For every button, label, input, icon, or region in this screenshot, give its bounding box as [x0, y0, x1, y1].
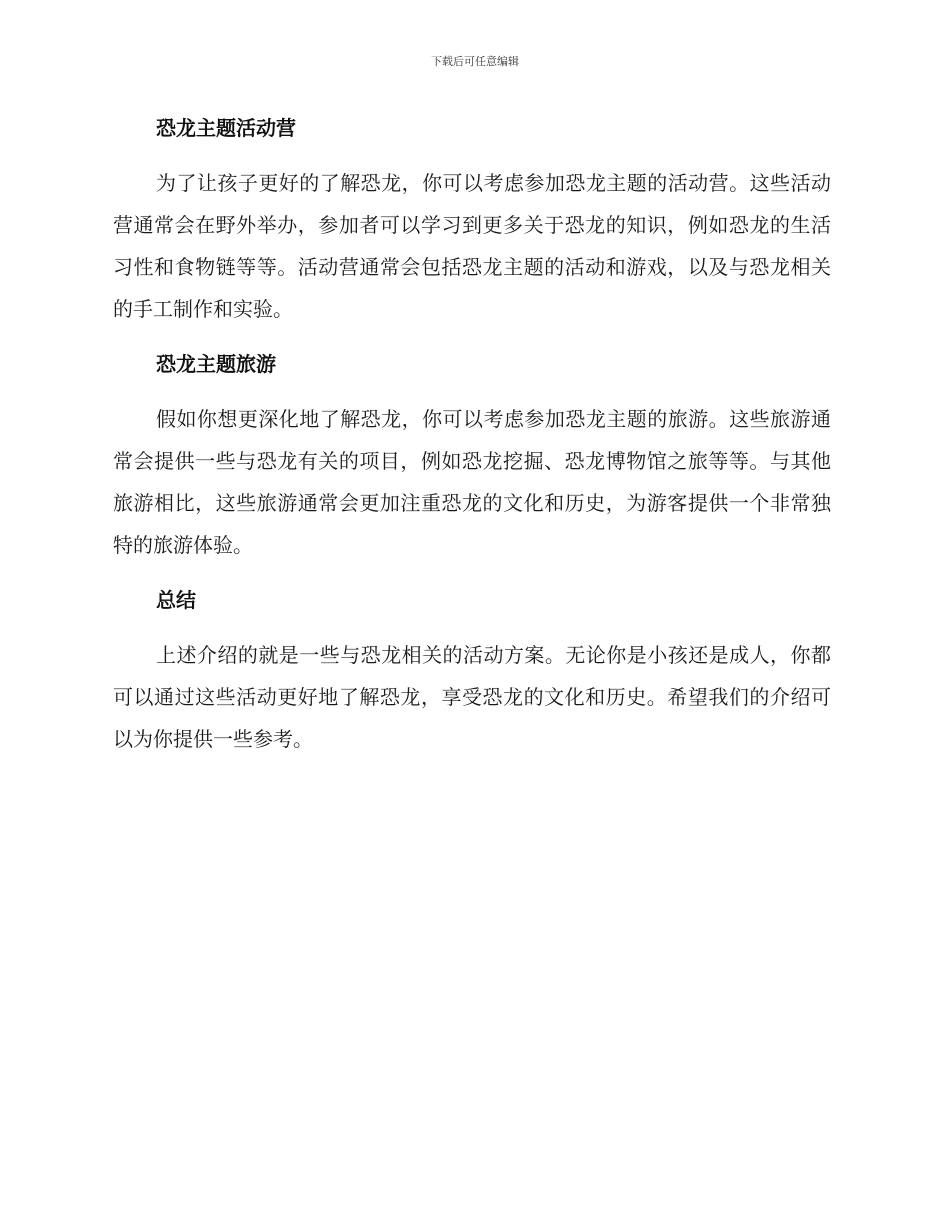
section-paragraph-summary: 上述介绍的就是一些与恐龙相关的活动方案。无论你是小孩还是成人，你都可以通过这些活动更好地了解恐龙，享受恐龙的文化和历史。希望我们的介绍可以为你提供一些参考。 — [113, 643, 831, 751]
section-paragraph-camp: 为了让孩子更好的了解恐龙，你可以考虑参加恐龙主题的活动营。这些活动营通常会在野外举办，参加者可以学习到更多关于恐龙的知识，例如恐龙的生活习性和食物链等等。活动营通常会包括恐龙主题的活动和游戏，以及与恐龙相关的手工制作和实验。 — [113, 171, 831, 321]
page-header-note: 下载后可任意编辑 — [431, 55, 519, 68]
section-heading-camp: 恐龙主题活动营 — [156, 116, 296, 140]
section-paragraph-travel: 假如你想更深化地了解恐龙，你可以考虑参加恐龙主题的旅游。这些旅游通常会提供一些与恐龙有关的项目，例如恐龙挖掘、恐龙博物馆之旅等等。与其他旅游相比，这些旅游通常会更加注重恐龙的文化和历史，为游客提供一个非常独特的旅游体验。 — [113, 407, 831, 557]
document-body — [113, 108, 831, 774]
section-heading-travel: 恐龙主题旅游 — [156, 352, 276, 376]
section-heading-summary: 总结 — [156, 588, 196, 612]
